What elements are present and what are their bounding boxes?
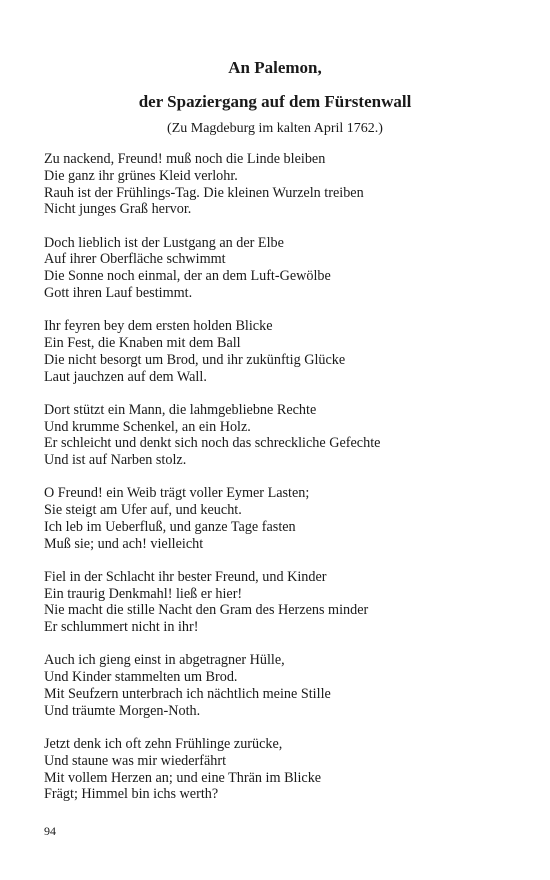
poem-line: Gott ihren Lauf bestimmt. [44,284,193,301]
stanza [44,652,524,719]
poem-line: Ein traurig Denkmahl! ließ er hier! [44,585,243,602]
poem-line: Frägt; Himmel bin ichs werth? [44,786,219,803]
poem-line: Er schleicht und denkt sich noch das schreckliche Gefechte [44,435,381,452]
poem-line: Muß sie; und ach! vielleicht [44,535,204,552]
page-number: 94 [44,824,56,838]
poem-line: Er schlummert nicht in ihr! [44,619,199,636]
poem-dateline: (Zu Magdeburg im kalten April 1762.) [167,121,383,136]
poem-line: Dort stützt ein Mann, die lahmgebliebne Rechte [44,401,317,418]
poem-title: An Palemon, [228,58,322,77]
poem-line: Und Kinder stammelten um Brod. [44,669,238,686]
poem-line: O Freund! ein Weib trägt voller Eymer Lasten; [44,485,310,502]
poem-line: Jetzt denk ich oft zehn Frühlinge zurücke, [44,736,283,753]
poem-line: Die nicht besorgt um Brod, und ihr zukünftig Glücke [44,351,346,368]
poem-line: Und ist auf Narben stolz. [44,452,187,469]
stanza [44,736,524,803]
poem-line: Auch ich gieng einst in abgetragner Hülle, [44,652,285,669]
poem-line: Zu nackend, Freund! muß noch die Linde bleiben [44,151,326,167]
stanza [44,569,524,636]
stanza [44,318,524,385]
poem-line: Sie steigt am Ufer auf, und keucht. [44,502,242,519]
poem-line: Fiel in der Schlacht ihr bester Freund, und Kinder [44,568,327,585]
poem-subtitle: der Spaziergang auf dem Fürstenwall [138,92,412,111]
poem-line: Auf ihrer Oberfläche schwimmt [44,251,226,268]
poem-line: Ich leb im Ueberfluß, und ganze Tage fasten [44,518,296,535]
poem-line: Die ganz ihr grünes Kleid verlohr. [44,167,238,184]
poem-line: Mit vollem Herzen an; und eine Thrän im Blicke [44,769,322,786]
poem-line: Laut jauchzen auf dem Wall. [44,368,207,385]
stanza [44,235,524,302]
stanza [44,402,524,469]
stanza [44,485,524,552]
poem-line: Mit Seufzern unterbrach ich nächtlich meine Stille [44,686,331,703]
poem-line: Und krumme Schenkel, an ein Holz. [44,418,251,435]
poem-line: Und staune was mir wiederfährt [44,752,227,769]
poem-line: Doch lieblich ist der Lustgang an der Elbe [44,234,284,251]
poem-line: Die Sonne noch einmal, der an dem Luft-Gewölbe [44,268,331,285]
poem-body [44,151,524,820]
poem-line: Nicht junges Graß hervor. [44,201,192,218]
poem-line: Rauh ist der Frühlings-Tag. Die kleinen Wurzeln treiben [44,184,364,201]
stanza [44,151,524,218]
poem-line: Ein Fest, die Knaben mit dem Ball [44,334,241,351]
poem-line: Nie macht die stille Nacht den Gram des Herzens minder [44,602,369,619]
poem-line: Und träumte Morgen-Noth. [44,702,201,719]
poem-line: Ihr feyren bey dem ersten holden Blicke [44,318,273,335]
